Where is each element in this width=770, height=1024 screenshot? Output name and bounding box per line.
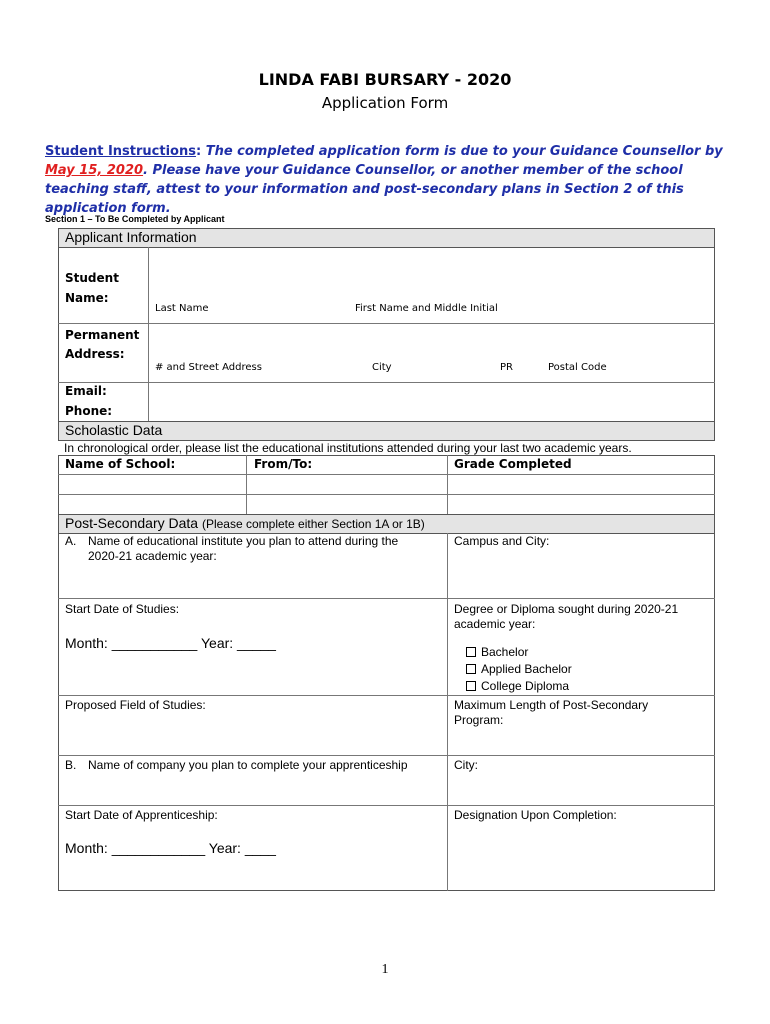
campus-city-field[interactable]: [449, 550, 713, 596]
section-b-label: B.: [65, 758, 77, 772]
scholastic-note: In chronological order, please list the educational institutions attended during your last two academic years.: [64, 441, 632, 455]
start-date-month-year[interactable]: Month: ___________ Year: _____: [65, 635, 276, 651]
divider: [58, 598, 715, 599]
form-subtitle: Application Form: [321, 94, 449, 112]
instructions-label: Student Instructions: [45, 144, 196, 159]
street-caption: # and Street Address: [155, 362, 262, 373]
applicant-information-header: [58, 228, 715, 248]
school-name-cell[interactable]: [59, 495, 245, 514]
due-date: May 15, 2020: [45, 163, 144, 178]
email-field[interactable]: [150, 384, 713, 402]
instructions-text-2: . Please have your Guidance Counsellor, or another member of the school teaching staff, attest to your information and post-secondary plans in Section 2 of this application form.: [45, 163, 684, 216]
max-length-line-2: Program:: [454, 713, 504, 727]
from-to-cell[interactable]: [247, 495, 446, 514]
school-name-cell[interactable]: [59, 475, 245, 493]
max-length-label: [454, 698, 709, 728]
institute-name-field[interactable]: [60, 566, 445, 596]
apprenticeship-city-label: City:: [454, 758, 478, 772]
instructions-colon: :: [195, 144, 202, 159]
apprenticeship-month-year[interactable]: Month: ____________ Year: ____: [65, 840, 276, 856]
option-bachelor[interactable]: [466, 645, 528, 660]
city-caption: City: [372, 362, 392, 373]
applicant-label-divider: [148, 247, 149, 422]
scholastic-data-header: [58, 421, 715, 441]
grade-completed-column-header: Grade Completed: [454, 457, 572, 471]
school-name-column-header: Name of School:: [65, 457, 176, 471]
checkbox-icon[interactable]: [466, 664, 476, 674]
permanent-address-label: Permanent Address:: [65, 328, 140, 361]
instructions-text-1: The completed application form is due to your Guidance Counsellor by: [201, 144, 723, 159]
start-date-label: Start Date of Studies:: [65, 602, 180, 616]
proposed-field-field[interactable]: [60, 714, 445, 753]
institute-name-label-line-1: Name of educational institute you plan to attend during the: [88, 534, 399, 548]
student-name-label: Student Name:: [65, 271, 119, 305]
last-name-caption: Last Name: [155, 303, 209, 314]
section-a-label: A.: [65, 534, 77, 548]
from-to-column-header: From/To:: [254, 457, 313, 471]
student-instructions: [45, 142, 735, 218]
applicant-header-text: Applicant Information: [65, 229, 197, 245]
institute-name-label: [88, 534, 438, 564]
apprenticeship-city-field[interactable]: [449, 775, 713, 803]
from-to-cell[interactable]: [247, 475, 446, 493]
checkbox-icon[interactable]: [466, 647, 476, 657]
degree-sought-line-2: academic year:: [454, 617, 536, 631]
divider: [58, 323, 715, 324]
pr-caption: PR: [500, 362, 513, 373]
form-title: LINDA FABI BURSARY - 2020: [258, 70, 512, 89]
grade-completed-cell[interactable]: [448, 495, 714, 514]
divider: [58, 755, 715, 756]
option-applied-bachelor-label: Applied Bachelor: [481, 662, 572, 676]
post-secondary-data-header: [58, 514, 715, 534]
first-name-caption: First Name and Middle Initial: [355, 303, 498, 314]
divider: [58, 695, 715, 696]
post-secondary-header-text: Post-Secondary Data: [65, 515, 199, 531]
designation-field[interactable]: [449, 825, 713, 889]
option-applied-bachelor[interactable]: [466, 662, 572, 677]
phone-field[interactable]: [150, 404, 713, 421]
proposed-field-label: Proposed Field of Studies:: [65, 698, 206, 712]
checkbox-icon[interactable]: [466, 681, 476, 691]
section-1-label: Section 1 – To Be Completed by Applicant: [45, 214, 225, 224]
option-college-diploma[interactable]: [466, 679, 569, 694]
designation-label: Designation Upon Completion:: [454, 808, 617, 822]
apprenticeship-start-label: Start Date of Apprenticeship:: [65, 808, 218, 822]
grade-completed-cell[interactable]: [448, 475, 714, 493]
phone-label: Phone:: [65, 404, 113, 418]
divider: [58, 805, 715, 806]
postal-code-caption: Postal Code: [548, 362, 607, 373]
apprenticeship-company-field[interactable]: [60, 775, 445, 803]
max-length-line-1: Maximum Length of Post-Secondary: [454, 698, 649, 712]
scholastic-header-text: Scholastic Data: [65, 422, 163, 438]
campus-city-label: Campus and City:: [454, 534, 550, 548]
divider: [58, 382, 715, 383]
option-bachelor-label: Bachelor: [481, 645, 529, 659]
degree-sought-line-1: Degree or Diploma sought during 2020-21: [454, 602, 679, 616]
column-divider: [447, 533, 448, 891]
post-secondary-header-note: (Please complete either Section 1A or 1B): [201, 517, 425, 531]
institute-name-label-line-2: 2020-21 academic year:: [88, 549, 217, 563]
apprenticeship-company-label: Name of company you plan to complete your apprenticeship: [88, 758, 408, 772]
email-label: Email:: [65, 384, 107, 398]
page-number: 1: [381, 962, 389, 977]
degree-sought-label: [454, 602, 709, 632]
option-college-diploma-label: College Diploma: [481, 679, 570, 693]
